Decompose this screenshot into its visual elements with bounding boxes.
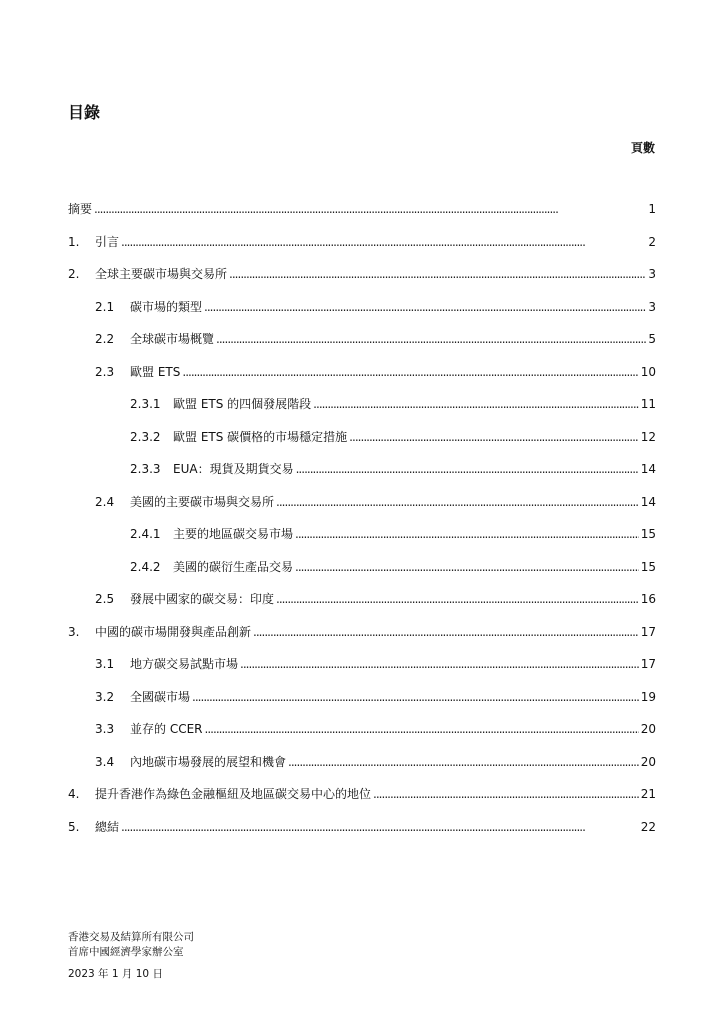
toc-entry-number: 1. [68,234,80,249]
toc-entry[interactable] [130,558,656,576]
dot-leader [192,688,639,706]
toc-entry-page: 15 [640,559,656,574]
toc-entry[interactable] [95,590,656,608]
dot-leader [240,655,639,673]
toc-entry[interactable] [68,785,656,803]
toc-entry-label: 地方碳交易試點市場 [130,657,239,671]
toc-entry-page: 16 [640,592,656,606]
toc-entry[interactable] [68,623,656,641]
toc-entry-page: 3 [648,299,656,314]
footer [68,930,194,982]
toc-entry-page: 14 [640,462,656,476]
toc-entry-number: 3.3 [95,722,115,736]
toc-entry-number: 2.5 [95,592,115,606]
toc-entry[interactable] [68,200,656,218]
toc-entry-page: 14 [640,494,656,509]
toc-entry-label: 歐盟 ETS 的四個發展階段 [173,397,312,411]
toc-entry-page: 5 [648,332,656,346]
toc-entry-number: 2.3.3 [130,462,161,476]
toc-entry-label: 碳市場的類型 [130,299,203,314]
toc-entry-label: 全國碳市場 [130,689,191,704]
toc-entry-label: 中國的碳市場開發與產品創新 [95,624,252,639]
toc-entry-number: 2.4.2 [130,559,161,574]
toc-entry-page: 10 [640,364,656,379]
dot-leader [276,590,639,608]
dot-leader [204,298,646,316]
toc-entry-label: 發展中國家的碳交易：印度 [130,592,275,606]
toc-entry-number: 3.1 [95,657,115,671]
toc-entry-page: 3 [648,267,656,281]
dot-leader [288,753,639,771]
toc-entry-page: 17 [640,624,656,639]
dot-leader [121,233,646,251]
toc-entry-number: 2. [68,267,80,281]
toc-entry-number: 2.2 [95,332,115,346]
toc-entry-page: 1 [648,202,656,216]
toc-entry[interactable] [95,753,656,771]
toc-entry[interactable] [95,720,656,738]
dot-leader [276,493,639,511]
toc-entry-label: 提升香港作為綠色金融樞紐及地區碳交易中心的地位 [95,787,372,801]
toc-entry[interactable] [68,265,656,283]
toc-entry-label: 歐盟 ETS 碳價格的市場穩定措施 [173,429,348,444]
dot-leader [295,525,639,543]
dot-leader [349,428,639,446]
toc-entry[interactable] [130,395,656,413]
toc-entry[interactable] [95,688,656,706]
toc-entry-page: 19 [640,689,656,704]
toc-entry-label: 美國的主要碳市場與交易所 [130,494,275,509]
toc-entry-number: 5. [68,819,80,834]
toc-entry-page: 22 [640,819,656,834]
toc-entry[interactable] [130,460,656,478]
toc-entry-label: EUA：現貨及期貨交易 [173,462,294,476]
toc-entry-label: 主要的地區碳交易市場 [173,527,294,541]
toc-entry-label: 內地碳市場發展的展望和機會 [130,754,287,769]
toc-entry-number: 2.3 [95,364,115,379]
toc-entry-page: 17 [640,657,656,671]
toc-entry-label: 全球碳市場概覽 [130,332,215,346]
toc-entry-number: 2.3.2 [130,429,161,444]
page-column-header: 頁數 [630,141,655,155]
toc-entry-label: 歐盟 ETS [130,364,181,379]
toc-entry-label: 摘要 [68,202,93,216]
toc-entry-number: 2.3.1 [130,397,161,411]
toc-entry[interactable] [95,363,656,381]
toc-entry[interactable] [130,525,656,543]
toc-entry-label: 全球主要碳市場與交易所 [95,267,228,281]
toc-entry-page: 20 [640,722,656,736]
dot-leader [313,395,639,413]
toc-entry-page: 12 [640,429,656,444]
dot-leader [205,720,639,738]
toc-entry-number: 4. [68,787,80,801]
toc-entry[interactable] [68,818,656,836]
dot-leader [296,460,639,478]
toc-entry[interactable] [68,233,656,251]
toc-title: 目錄 [68,103,101,122]
toc-entry[interactable] [95,298,656,316]
toc-entry-page: 15 [640,527,656,541]
dot-leader [216,330,646,348]
footer-date: 2023 年 1 月 10 日 [68,968,163,980]
toc-entry-label: 並存的 CCER [130,722,203,736]
toc-entry[interactable] [95,655,656,673]
dot-leader [182,363,638,381]
toc-entry-number: 3. [68,624,80,639]
toc-entry-page: 2 [648,234,656,249]
toc-entry-label: 總結 [95,819,120,834]
toc-entry[interactable] [95,493,656,511]
toc-entry-page: 20 [640,754,656,769]
dot-leader [373,785,639,803]
dot-leader [121,818,639,836]
footer-office: 首席中國經濟學家辦公室 [68,946,184,958]
toc-entry-number: 2.1 [95,299,115,314]
dot-leader [94,200,646,218]
footer-organization: 香港交易及結算所有限公司 [68,931,194,943]
dot-leader [229,265,646,283]
dot-leader [253,623,639,641]
toc-entry[interactable] [95,330,656,348]
toc-entry[interactable] [130,428,656,446]
toc-entry-label: 美國的碳衍生產品交易 [173,559,294,574]
toc-entry-number: 3.2 [95,689,115,704]
toc-entry-number: 2.4.1 [130,527,161,541]
toc-entry-number: 2.4 [95,494,115,509]
toc-entry-page: 11 [640,397,656,411]
toc-entry-page: 21 [640,787,656,801]
toc-entry-number: 3.4 [95,754,115,769]
toc-entry-label: 引言 [95,234,120,249]
dot-leader [295,558,639,576]
